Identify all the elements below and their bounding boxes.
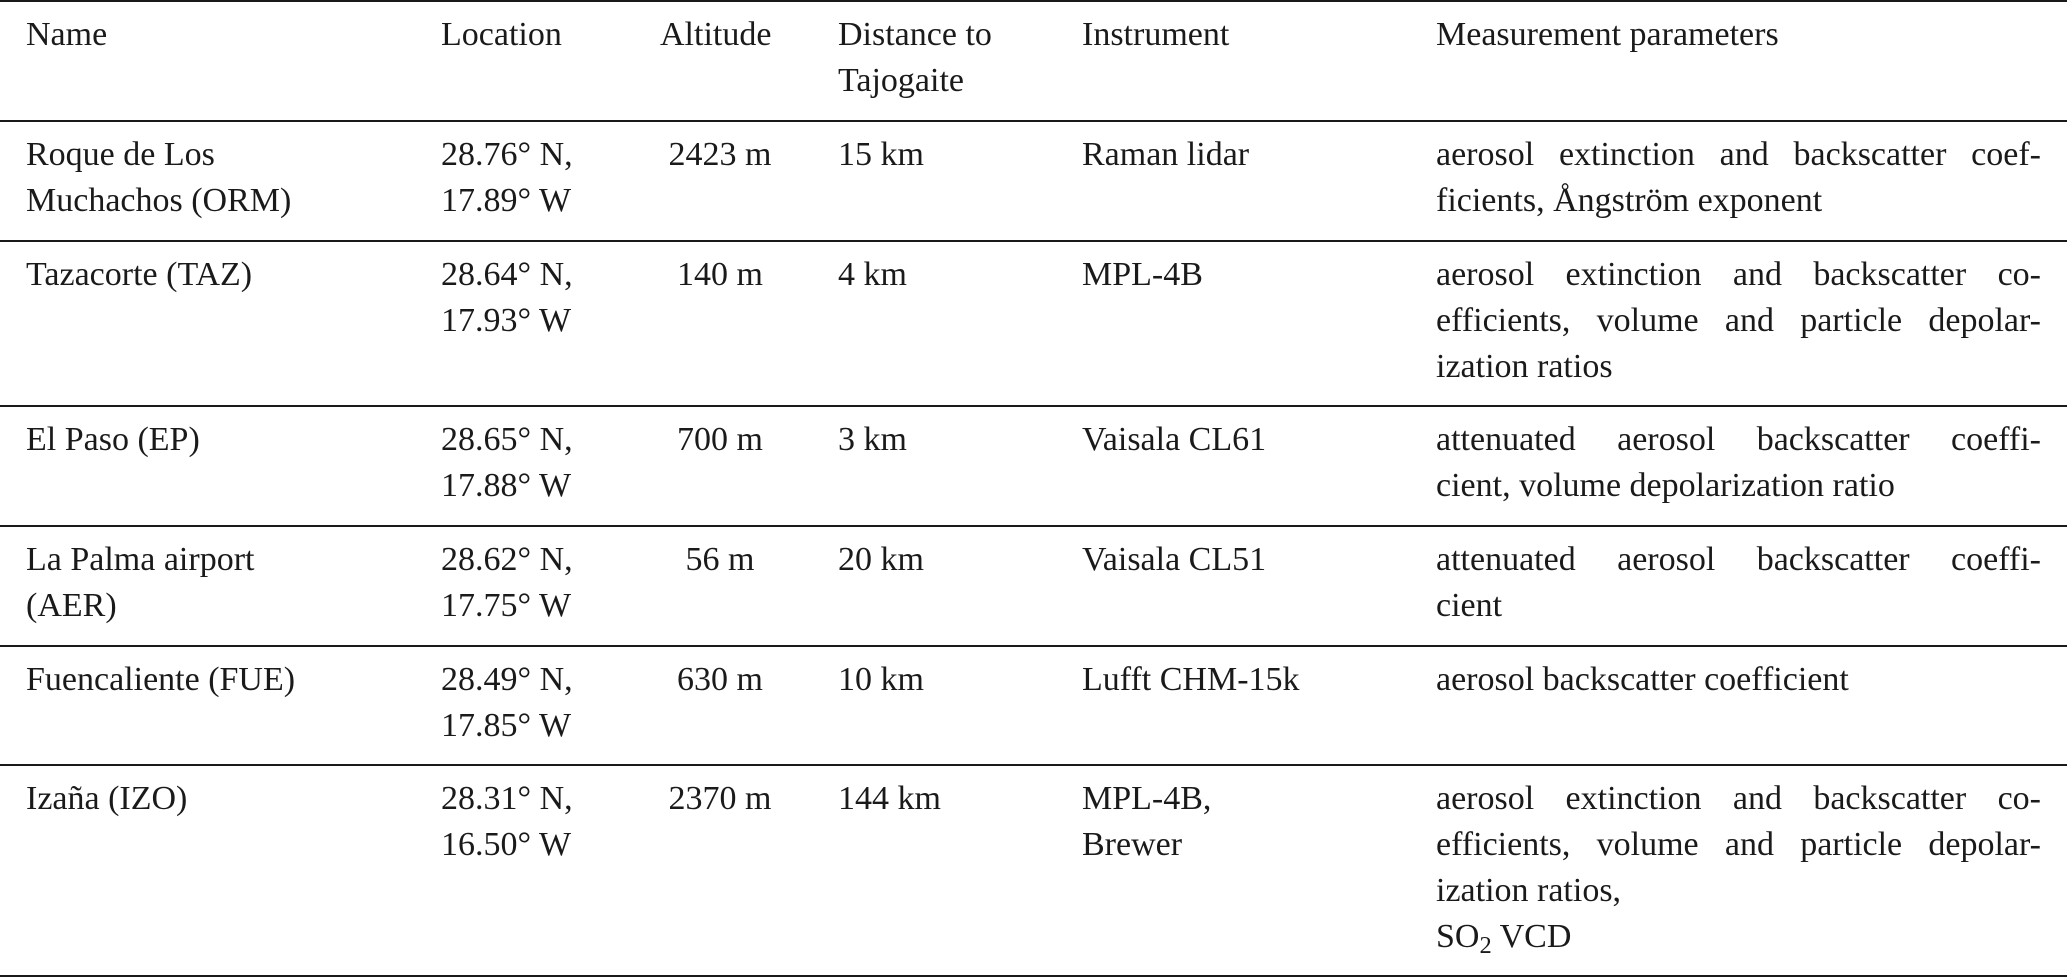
latitude: 28.76° N, xyxy=(441,136,573,173)
vcd-text: VCD xyxy=(1491,918,1572,955)
row-rule xyxy=(0,405,2067,407)
station-parameters xyxy=(1436,776,2041,960)
header-name: Name xyxy=(26,16,108,53)
station-distance: 3 km xyxy=(838,421,907,458)
parameters-line: ization ratios, xyxy=(1436,872,1622,909)
row-rule xyxy=(0,645,2067,647)
header-instrument: Instrument xyxy=(1082,16,1230,53)
station-location xyxy=(441,537,573,629)
parameters-line: cient, volume depolarization ratio xyxy=(1436,467,1895,504)
instrument-line: Raman lidar xyxy=(1082,136,1250,173)
row-rule xyxy=(0,764,2067,766)
station-instrument xyxy=(1082,252,1203,298)
latitude: 28.64° N, xyxy=(441,256,573,293)
parameters-line: aerosol backscatter coefficient xyxy=(1436,661,1849,698)
parameters-line: ization ratios xyxy=(1436,348,1613,385)
station-altitude: 700 m xyxy=(677,421,763,458)
station-name-line: La Palma airport xyxy=(26,541,255,578)
station-name-line: Muchachos (ORM) xyxy=(26,182,292,219)
header-distance-line1: Distance to xyxy=(838,16,992,53)
instrument-line: Lufft CHM-15k xyxy=(1082,661,1300,698)
latitude: 28.62° N, xyxy=(441,541,573,578)
station-name-line: (AER) xyxy=(26,587,117,624)
station-name-line: Tazacorte (TAZ) xyxy=(26,256,253,293)
longitude: 17.85° W xyxy=(441,707,572,744)
latitude: 28.31° N, xyxy=(441,780,573,817)
station-parameters xyxy=(1436,417,2041,509)
bottom-rule xyxy=(0,975,2067,977)
so2-vcd xyxy=(1436,914,2041,960)
station-parameters xyxy=(1436,657,2041,703)
station-name xyxy=(26,417,200,463)
header-rule xyxy=(0,120,2067,122)
station-instrument xyxy=(1082,417,1266,463)
header-distance xyxy=(838,12,992,104)
parameters-line: efficients, volume and particle depolar- xyxy=(1436,302,2041,339)
station-distance: 15 km xyxy=(838,136,924,173)
header-parameters: Measurement parameters xyxy=(1436,16,1779,53)
station-altitude: 56 m xyxy=(685,541,755,578)
instrument-line: MPL-4B xyxy=(1082,256,1203,293)
parameters-line: efficients, volume and particle depolar- xyxy=(1436,826,2041,863)
station-parameters xyxy=(1436,132,2041,224)
top-rule xyxy=(0,0,2067,2)
station-altitude: 2423 m xyxy=(668,136,772,173)
station-location xyxy=(441,417,573,509)
station-name xyxy=(26,776,187,822)
station-altitude: 2370 m xyxy=(668,780,772,817)
station-parameters xyxy=(1436,537,2041,629)
instrument-line: MPL-4B, xyxy=(1082,780,1212,817)
station-location xyxy=(441,776,573,868)
longitude: 16.50° W xyxy=(441,826,572,863)
longitude: 17.89° W xyxy=(441,182,572,219)
station-instrument xyxy=(1082,776,1211,868)
station-location xyxy=(441,132,573,224)
so2-subscript: 2 xyxy=(1479,932,1492,960)
parameters-line: ficients, Ångström exponent xyxy=(1436,182,1823,219)
longitude: 17.93° W xyxy=(441,302,572,339)
header-distance-line2: Tajogaite xyxy=(838,62,965,99)
station-distance: 4 km xyxy=(838,256,907,293)
header-altitude: Altitude xyxy=(660,16,772,53)
header-location: Location xyxy=(441,16,562,53)
station-name-line: Fuencaliente (FUE) xyxy=(26,661,296,698)
station-name xyxy=(26,537,254,629)
instrument-line: Brewer xyxy=(1082,826,1183,863)
station-distance: 20 km xyxy=(838,541,924,578)
parameters-line: cient xyxy=(1436,587,1503,624)
station-location xyxy=(441,252,573,344)
parameters-line: aerosol extinction and backscatter co- xyxy=(1436,256,2041,293)
row-rule xyxy=(0,525,2067,527)
station-location xyxy=(441,657,573,749)
instrument-line: Vaisala CL61 xyxy=(1082,421,1267,458)
latitude: 28.49° N, xyxy=(441,661,573,698)
station-name-line: El Paso (EP) xyxy=(26,421,200,458)
station-distance: 144 km xyxy=(838,780,941,817)
latitude: 28.65° N, xyxy=(441,421,573,458)
longitude: 17.88° W xyxy=(441,467,572,504)
station-instrument xyxy=(1082,537,1266,583)
station-name xyxy=(26,657,295,703)
station-altitude: 630 m xyxy=(677,661,763,698)
station-parameters xyxy=(1436,252,2041,390)
longitude: 17.75° W xyxy=(441,587,572,624)
station-name xyxy=(26,132,291,224)
station-instrument xyxy=(1082,657,1300,703)
station-name xyxy=(26,252,252,298)
instrument-line: Vaisala CL51 xyxy=(1082,541,1267,578)
station-name-line: Izaña (IZO) xyxy=(26,780,188,817)
parameters-line: aerosol extinction and backscatter co- xyxy=(1436,780,2041,817)
parameters-line: attenuated aerosol backscatter coeffi- xyxy=(1436,541,2041,578)
station-distance: 10 km xyxy=(838,661,924,698)
station-altitude: 140 m xyxy=(677,256,763,293)
station-instrument xyxy=(1082,132,1249,178)
so2-base: SO xyxy=(1436,918,1480,955)
parameters-line: aerosol extinction and backscatter coef- xyxy=(1436,136,2041,173)
parameters-line: attenuated aerosol backscatter coeffi- xyxy=(1436,421,2041,458)
station-name-line: Roque de Los xyxy=(26,136,215,173)
row-rule xyxy=(0,240,2067,242)
